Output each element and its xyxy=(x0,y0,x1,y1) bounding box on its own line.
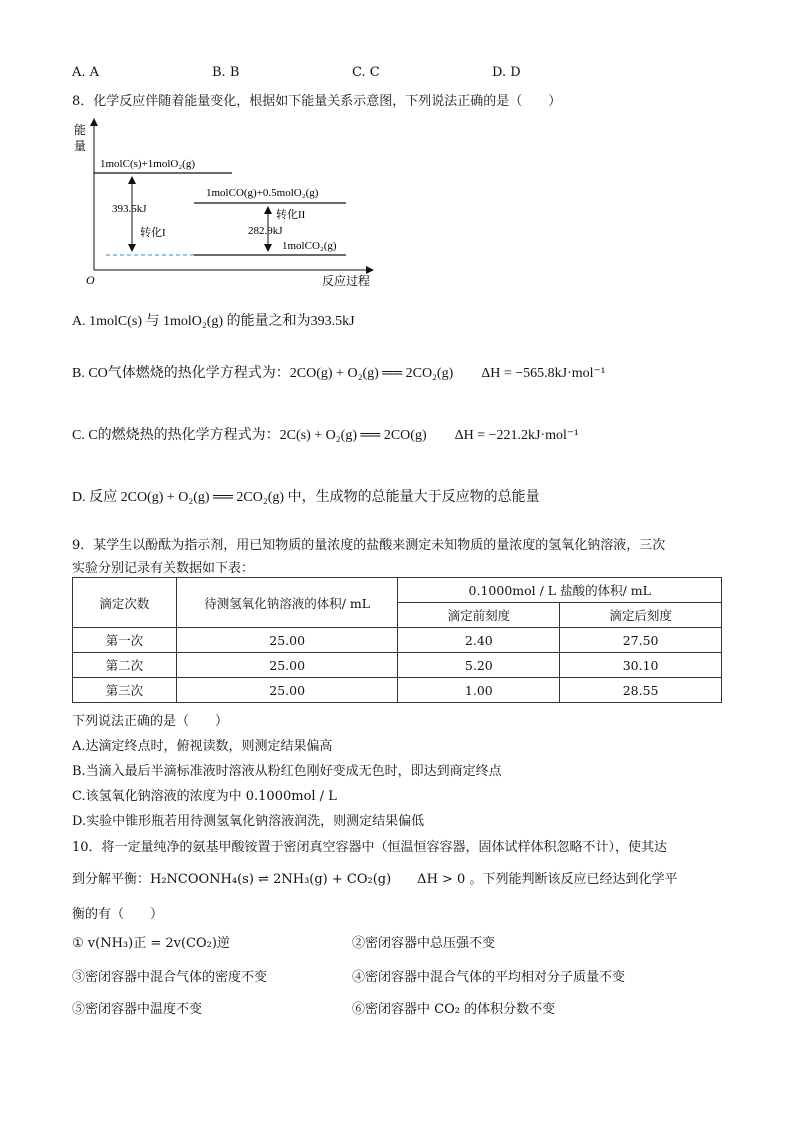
cell: 30.10 xyxy=(560,653,722,678)
table-row xyxy=(73,628,722,653)
q10-item-5: ⑤密闭容器中温度不变 xyxy=(72,1002,203,1017)
header-naoh-volume: 待测氢氧化钠溶液的体积/ mL xyxy=(176,578,398,628)
arrow1-value: 393.5kJ xyxy=(112,203,147,215)
q9-stem-line2: 实验分别记录有关数据如下表： xyxy=(72,561,255,576)
energy-diagram xyxy=(70,114,390,292)
q8-option-c: C. C的燃烧热的热化学方程式为：2C(s) + O₂(g) ══ 2CO(g) ΔH = −221.2kJ·mol⁻¹ xyxy=(72,428,579,443)
titration-table xyxy=(72,577,722,703)
level-mid-label: 1molCO(g)+0.5molO₂(g) xyxy=(206,187,319,199)
y-axis-label-2: 量 xyxy=(74,139,87,153)
arrow2-label: 转化II xyxy=(276,209,306,221)
q8-option-d: D. 反应 2CO(g) + O₂(g) ══ 2CO₂(g) 中，生成物的总能量大于反应物的总能量 xyxy=(72,490,540,505)
q10-stem-line2: 到分解平衡：H₂NCOONH₄(s) ⇌ 2NH₃(g) + CO₂(g) ΔH > 0 。下列能判断该反应已经达到化学平 xyxy=(72,872,678,887)
q7-option-b: B. B xyxy=(212,65,240,80)
header-before: 滴定前刻度 xyxy=(398,603,560,628)
q9-option-a: A.达滴定终点时，俯视读数，则测定结果偏高 xyxy=(72,739,333,754)
q10-item-6: ⑥密闭容器中 CO₂ 的体积分数不变 xyxy=(352,1002,556,1017)
q9-stem-line1: 9．某学生以酚酞为指示剂，用已知物质的量浓度的盐酸来测定未知物质的量浓度的氢氧化钠溶液，三次 xyxy=(72,538,666,553)
y-axis-label-1: 能 xyxy=(74,123,87,137)
cell: 第一次 xyxy=(73,628,177,653)
table-row xyxy=(73,678,722,703)
cell: 5.20 xyxy=(398,653,560,678)
origin-label: O xyxy=(86,273,95,287)
q10-stem-line1: 10．将一定量纯净的氨基甲酸铵置于密闭真空容器中（恒温恒容容器，固体试样体积忽略不计），使其达 xyxy=(72,840,668,855)
q10-item-1: ① v(NH₃)正 = 2v(CO₂)逆 xyxy=(72,936,230,951)
cell: 28.55 xyxy=(560,678,722,703)
q10-stem-line3: 衡的有（ ） xyxy=(72,907,164,922)
q9-option-b: B.当滴入最后半滴标准液时溶液从粉红色刚好变成无色时，即达到商定终点 xyxy=(72,764,502,779)
x-axis-label: 反应过程 xyxy=(322,274,371,288)
q8-stem: 8．化学反应伴随着能量变化，根据如下能量关系示意图，下列说法正确的是（ ） xyxy=(72,94,562,109)
cell: 25.00 xyxy=(176,653,398,678)
q7-option-c: C. C xyxy=(352,65,380,80)
q10-item-4: ④密闭容器中混合气体的平均相对分子质量不变 xyxy=(352,970,626,985)
cell: 第三次 xyxy=(73,678,177,703)
cell: 25.00 xyxy=(176,678,398,703)
q8-option-a: A. 1molC(s) 与 1molO₂(g) 的能量之和为393.5kJ xyxy=(72,314,355,329)
cell: 第二次 xyxy=(73,653,177,678)
q8-option-b: B. CO气体燃烧的热化学方程式为：2CO(g) + O₂(g) ══ 2CO₂(g) ΔH = −565.8kJ·mol⁻¹ xyxy=(72,366,606,381)
q7-option-d: D. D xyxy=(492,65,521,80)
header-hcl-volume: 0.1000mol / L 盐酸的体积/ mL xyxy=(398,578,722,603)
arrow2-value: 282.9kJ xyxy=(248,225,283,237)
header-after: 滴定后刻度 xyxy=(560,603,722,628)
arrow1-label: 转化I xyxy=(140,227,166,239)
q10-item-3: ③密闭容器中混合气体的密度不变 xyxy=(72,970,268,985)
q10-item-2: ②密闭容器中总压强不变 xyxy=(352,936,496,951)
level-bottom-label: 1molCO₂(g) xyxy=(282,240,337,252)
cell: 2.40 xyxy=(398,628,560,653)
level-top-label: 1molC(s)+1molO₂(g) xyxy=(100,158,195,170)
q9-option-d: D.实验中锥形瓶若用待测氢氧化钠溶液润洗，则测定结果偏低 xyxy=(72,814,425,829)
cell: 1.00 xyxy=(398,678,560,703)
header-trial: 滴定次数 xyxy=(73,578,177,628)
q9-option-c: C.该氢氧化钠溶液的浓度为中 0.1000mol / L xyxy=(72,789,337,804)
table-row xyxy=(73,653,722,678)
cell: 25.00 xyxy=(176,628,398,653)
cell: 27.50 xyxy=(560,628,722,653)
q7-option-a: A. A xyxy=(72,65,100,80)
q9-prompt: 下列说法正确的是（ ） xyxy=(72,714,229,729)
